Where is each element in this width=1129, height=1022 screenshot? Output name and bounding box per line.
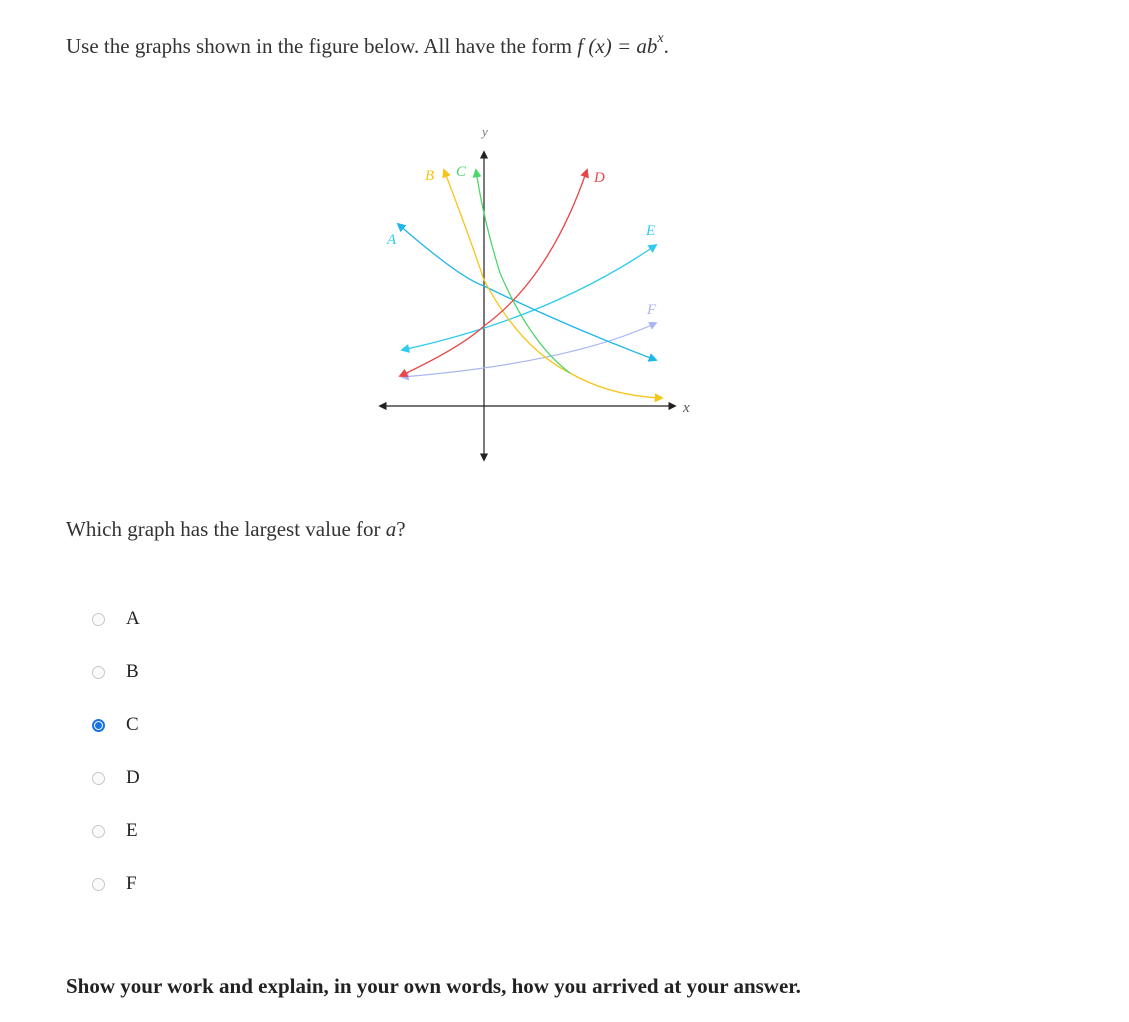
curve-E xyxy=(402,245,656,350)
curve-F xyxy=(402,323,656,377)
curve-D xyxy=(400,170,587,376)
instructions-footer: Show your work and explain, in your own words, how you arrived at your answer. xyxy=(66,974,801,998)
radio-C[interactable] xyxy=(92,719,105,732)
choice-D[interactable] xyxy=(92,765,292,791)
exponential-graphs-figure xyxy=(370,118,700,470)
radio-A[interactable] xyxy=(92,613,105,626)
radio-F[interactable] xyxy=(92,878,105,891)
choice-F[interactable] xyxy=(92,871,292,897)
curve-C xyxy=(476,170,570,373)
prompt-text: Use the graphs shown in the figure below. All have the form xyxy=(66,34,573,58)
curve-label-E: E xyxy=(646,223,656,239)
choice-label-D: D xyxy=(126,767,140,788)
question-prompt: Use the graphs shown in the figure below. All have the form f $(x) = ab^x$. xyxy=(66,31,669,58)
curve-label-B: B xyxy=(425,168,435,184)
curve-label-C: C xyxy=(456,164,467,180)
choice-B[interactable] xyxy=(92,659,292,685)
curve-label-A: A xyxy=(387,232,397,248)
choice-label-B: B xyxy=(126,661,139,682)
choice-label-F: F xyxy=(126,873,137,894)
choice-label-A: A xyxy=(126,608,140,629)
curve-B xyxy=(444,170,662,398)
curve-label-D: D xyxy=(594,170,605,186)
prompt-formula: f $(x) = ab^x$ xyxy=(577,31,664,58)
radio-D[interactable] xyxy=(92,772,105,785)
radio-E[interactable] xyxy=(92,825,105,838)
radio-B[interactable] xyxy=(92,666,105,679)
choice-C[interactable] xyxy=(92,712,292,738)
curve-A xyxy=(398,224,656,360)
graph-svg xyxy=(370,118,700,470)
choice-A[interactable] xyxy=(92,606,292,632)
question-text: Which graph has the largest value for a? xyxy=(66,517,406,541)
choice-label-E: E xyxy=(126,820,138,841)
choice-label-C: C xyxy=(126,714,139,735)
choice-E[interactable] xyxy=(92,818,292,844)
curve-label-F: F xyxy=(647,302,657,318)
x-axis-label: x xyxy=(683,400,690,416)
y-axis-label: y xyxy=(482,124,488,139)
